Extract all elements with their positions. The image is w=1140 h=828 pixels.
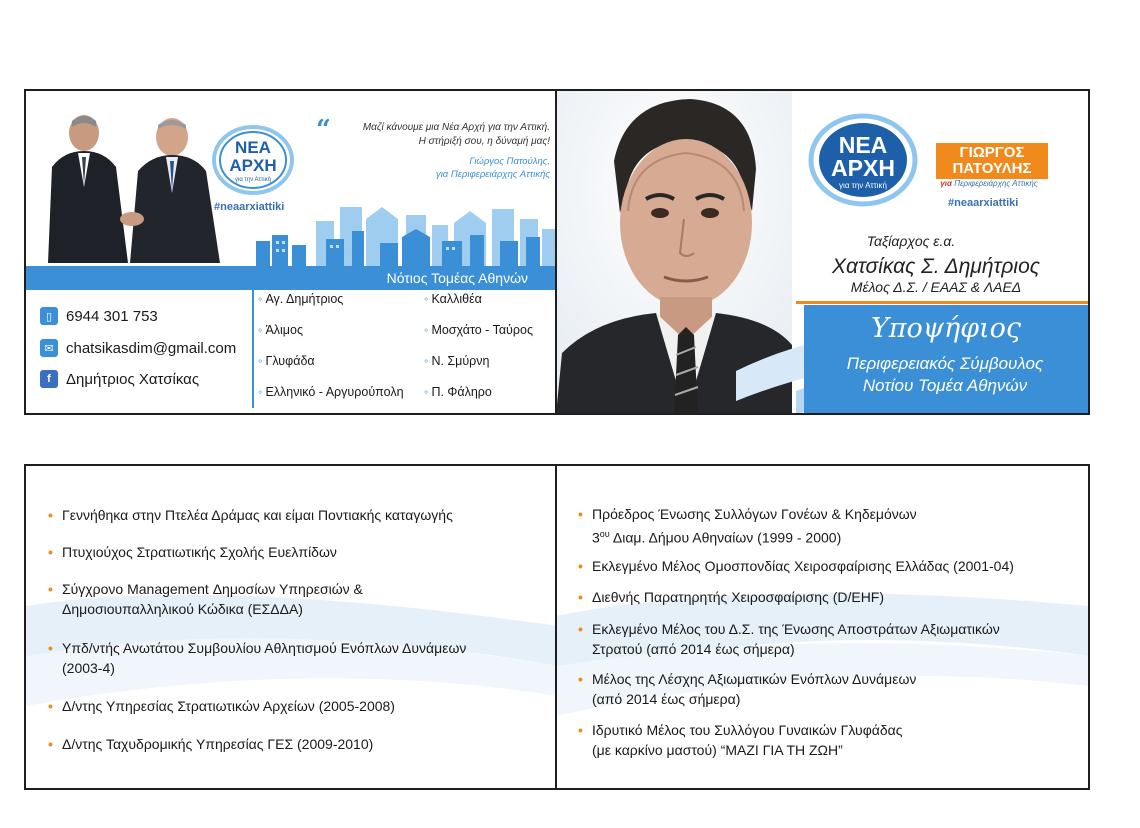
card-divider [555, 89, 557, 415]
phone-icon: ▯ [40, 307, 58, 325]
email-contact [40, 339, 236, 357]
region-item: ◦ Καλλιθέα [424, 292, 482, 306]
region-item: ◦ Αγ. Δημήτριος [258, 292, 343, 306]
bio-item [48, 505, 453, 525]
bio-item-line: Στρατού (από 2014 έως σήμερα) [592, 641, 795, 657]
quote-line-1: Μαζί κάνουμε μια Νέα Αρχή για την Αττική. [362, 122, 550, 133]
candidate-membership: Μέλος Δ.Σ. / ΕΑΑΣ & ΛΑΕΔ [850, 279, 1022, 295]
bio-item [48, 542, 337, 562]
city-skyline-graphic [256, 201, 556, 267]
bio-item [48, 579, 363, 619]
patoulis-sub-ya: για [940, 179, 952, 188]
candidate-label: Υποψήφιος [870, 313, 1022, 344]
bio-item-line: Πτυχιούχος Στρατιωτικής Σχολής Ευελπίδων [62, 544, 337, 560]
bio-item-line: Δημοσιουπαλληλικού Κώδικα (ΕΣΔΔΑ) [62, 601, 303, 617]
bio-item [578, 587, 885, 607]
logo-text-arxi: ΑΡΧΗ [229, 156, 277, 175]
logo-text-sub: για την Αττική [235, 177, 271, 183]
patoulis-sub-text: Περιφερειάρχης Αττικής [954, 179, 1038, 188]
logo-text-nea: ΝΕΑ [235, 138, 271, 157]
facebook-name: Δημήτριος Χατσίκας [66, 370, 200, 388]
bio-item-line: Δ/ντης Ταχυδρομικής Υπηρεσίας ΓΕΣ (2009-2010) [62, 736, 374, 752]
bio-item-line: Δ/ντης Υπηρεσίας Στρατιωτικών Αρχείων (2005-2008) [62, 698, 395, 714]
patoulis-last-name: ΠΑΤΟΥΛΗΣ [952, 160, 1032, 177]
bio-item [48, 696, 395, 716]
facebook-icon: f [40, 370, 58, 388]
quote-block [316, 115, 550, 181]
candidate-name: Χατσίκας Σ. Δημήτριος [832, 255, 1040, 278]
bio-item [578, 504, 917, 548]
bio-item [48, 734, 374, 754]
email-address: chatsikasdim@gmail.com [66, 339, 237, 357]
logo-text-arxi: ΑΡΧΗ [831, 155, 895, 181]
bio-item-line: Εκλεγμένο Μέλος του Δ.Σ. της Ένωσης Αποστράτων Αξιωματικών [592, 621, 1000, 637]
bio-item-line: (2003-4) [62, 660, 115, 676]
region-item: ◦ Γλυφάδα [258, 354, 315, 368]
bio-item-line: Γεννήθηκα στην Πτελέα Δράμας και είμαι Ποντιακής καταγωγής [62, 507, 453, 523]
handshake-photo [34, 107, 240, 263]
bullet-icon: • [48, 581, 53, 597]
region-band [26, 266, 558, 290]
quote-author [318, 155, 550, 181]
ordinal-number: 3 [592, 529, 600, 546]
phone-number: 6944 301 753 [66, 307, 158, 325]
nea-arxi-logo [212, 125, 294, 195]
council-line-2: Νοτίου Τομέα Αθηνών [862, 376, 1028, 395]
council-title [806, 353, 1084, 397]
bullet-icon: • [578, 722, 583, 738]
bullet-icon: • [48, 544, 53, 560]
bio-item-line: Εκλεγμένο Μέλος Ομοσπονδίας Χειροσφαίρισης Ελλάδας (2001-04) [592, 558, 1014, 574]
quote-line-2: Η στήριξή σου, η δύναμή μας! [418, 136, 550, 147]
bio-item-line: Μέλος της Λέσχης Αξιωματικών Ενόπλων Δυνάμεων [592, 671, 917, 687]
council-line-1: Περιφερειακός Σύμβουλος [846, 354, 1044, 373]
bullet-icon: • [578, 506, 583, 522]
patoulis-subtitle [926, 179, 1052, 188]
bullet-icon: • [48, 698, 53, 714]
bullet-icon: • [48, 507, 53, 523]
bullet-icon: • [578, 671, 583, 687]
bio-item-line: Υπδ/ντής Ανωτάτου Συμβουλίου Αθλητισμού Ενόπλων Δυνάμεων [62, 640, 467, 656]
region-item: ◦ Ν. Σμύρνη [424, 354, 490, 368]
card-divider [555, 464, 557, 790]
bio-item-line: (με καρκίνο μαστού) “ΜΑΖΙ ΓΙΑ ΤΗ ΖΩΗ” [592, 742, 843, 758]
quote-mark-icon: “ [316, 115, 331, 145]
hashtag: #neaarxiattiki [948, 197, 1019, 209]
back-right-card [556, 464, 1090, 790]
bio-item-line [592, 524, 917, 548]
bio-item-line: (από 2014 έως σήμερα) [592, 691, 741, 707]
front-right-card [556, 89, 1090, 415]
bio-item [578, 556, 1014, 576]
nea-arxi-logo [808, 113, 918, 207]
region-band-label: Νότιος Τομέας Αθηνών [386, 270, 528, 286]
bio-item [48, 638, 467, 678]
phone-contact [40, 307, 158, 325]
logo-text-nea: ΝΕΑ [838, 132, 888, 158]
bio-item-line: Ιδρυτικό Μέλος του Συλλόγου Γυναικών Γλυφάδας [592, 722, 903, 738]
patoulis-first-name: ΓΙΩΡΓΟΣ [959, 144, 1025, 161]
quote-author-name: Γιώργος Πατούλης, [469, 156, 550, 167]
bio-item-line: Πρόεδρος Ένωσης Συλλόγων Γονέων & Κηδεμόνων [592, 506, 917, 522]
quote-author-title: για Περιφερειάρχης Αττικής [435, 169, 550, 180]
region-item: ◦ Μοσχάτο - Ταύρος [424, 323, 533, 337]
orange-divider [796, 301, 1088, 304]
bullet-icon: • [48, 736, 53, 752]
region-item: ◦ Άλιμος [258, 323, 303, 337]
patoulis-logo [936, 143, 1048, 179]
mail-icon: ✉ [40, 339, 58, 357]
bullet-icon: • [578, 558, 583, 574]
bullet-icon: • [578, 589, 583, 605]
bio-item-line: Διεθνής Παρατηρητής Χειροσφαίρισης (D/EHF) [592, 589, 885, 605]
candidate-rank: Ταξίαρχος ε.α. [866, 233, 956, 249]
bio-item [578, 619, 1000, 659]
hashtag: #neaarxiattiki [214, 201, 285, 213]
region-item: ◦ Π. Φάληρο [424, 385, 492, 399]
facebook-contact [40, 370, 199, 388]
bio-item-text: Διαμ. Δήμου Αθηναίων (1999 - 2000) [609, 529, 842, 546]
bio-item [578, 669, 917, 709]
ordinal-suffix: ου [599, 529, 610, 539]
region-item: ◦ Ελληνικό - Αργυρούπολη [258, 385, 404, 399]
bio-item-line: Σύγχρονο Management Δημοσίων Υπηρεσιών & [62, 581, 363, 597]
bullet-icon: • [48, 640, 53, 656]
logo-text-sub: για την Αττική [839, 181, 887, 190]
back-left-card [24, 464, 558, 790]
front-left-card [24, 89, 558, 415]
bullet-icon: • [578, 621, 583, 637]
bio-item [578, 720, 903, 760]
region-divider [252, 290, 254, 408]
